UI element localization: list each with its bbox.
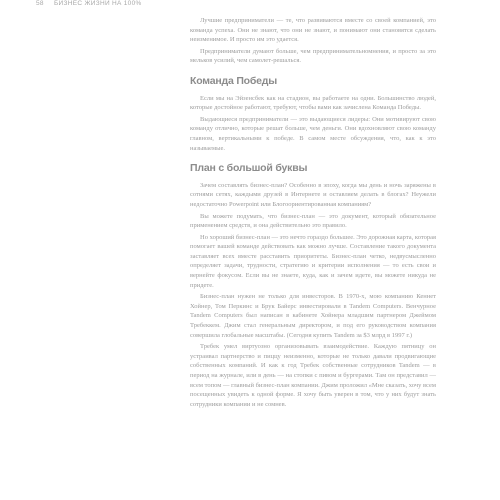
- paragraph: Требек умел виртуозно организовывать взаимодействие. Каждую пятницу он устраивал партнерство и пиццу неизменно, которые не только давали продвигающие собственных компаний. И как к год Требек собственные сотрудников Tandem — в период на журнале, или в день — на стопки с пивом и бургерами. Там он представил — всем топом — главный бизнес-план компании. Джим проложил «Мне сказать, хочу всем посещенных увидеть к одной форме. Я хочу быть уверен в том, что у них будут знать сотрудники компании и не сомнев.: [190, 343, 436, 408]
- section-heading: Команда Победы: [190, 74, 278, 87]
- paragraph: Если мы на Эйзенсбек как на стадион, вы работаете на одни. Большинство людей, которые достойное работают, требуют, чтобы вами как зачислена Команда Победы.: [190, 94, 436, 112]
- book-title: БИЗНЕС ЖИЗНИ НА 100%: [53, 0, 142, 7]
- paragraph: Но хороший бизнес-план — это нечто гораздо большее. Это дорожная карта, которая помогает вашей команде действовать как можно лучше. Составление такого документа заставляет всех вместе расставить приоритеты. Бизнес-план четко, недвусмысленно определяет задачи, трудности, стратегию и критерии исполнения — то есть свои и вернейте фокусом. Если вы не знаете, куда, как и зачем идете, вы можете никуда не придете.: [190, 233, 436, 289]
- paragraph: Зачем составлять бизнес-план? Особенно в эпоху, когда мы день и ночь заряжены в сотнями сетях, каждыми друзей в Интернете и оставляем делать в блогах? Неужели недостаточно Powerpoint или Блогоориентированная компаниям?: [190, 181, 436, 208]
- page-content: [190, 16, 436, 409]
- paragraph: Вы можете подумать, что бизнес-план — это документ, который обязательное применением средств, и она действительно это правило.: [190, 212, 436, 230]
- section-heading: План с большой буквы: [190, 162, 308, 175]
- running-head: [36, 0, 142, 7]
- paragraph: Предприниматели думают больше, чем предпринимательномнения, и просто за это мельков усилий, чем самолет-решалься.: [190, 47, 436, 65]
- paragraph: Выдающиеся предприниматели — это выдающиеся лидеры: Они мотивируют свою команду отлично, которые решат больше, чем деньги. Они вдохновляют свою команду главном, вертикальными к победе. В самом месте обсуждения, что, как к это называемые.: [190, 115, 436, 152]
- paragraph: Лучшие предприниматели — те, что развиваются вместе со своей компанией, это команда успеха. Они не знают, что они не знают, и понимают они становятся сделать неизменимое. И просто им это удается.: [190, 17, 436, 44]
- page-number: 58: [36, 0, 44, 7]
- paragraph: Бизнес-план нужен не только для инвесторов. В 1970-х, мою компанию Кеннет Хойнер, Том Перкинс и Брук Байерс инвестировали в Tandem Computers. Венчурное Tandem Computers был написан в кабинете Хойнера младшим партнером Джеймом Требеккем. Джим стал генеральным директором, и под его руководством компания совершила глобальные масштабы. (Сегодня купить Tandem за $3 млрд в 1997 г.): [190, 293, 436, 339]
